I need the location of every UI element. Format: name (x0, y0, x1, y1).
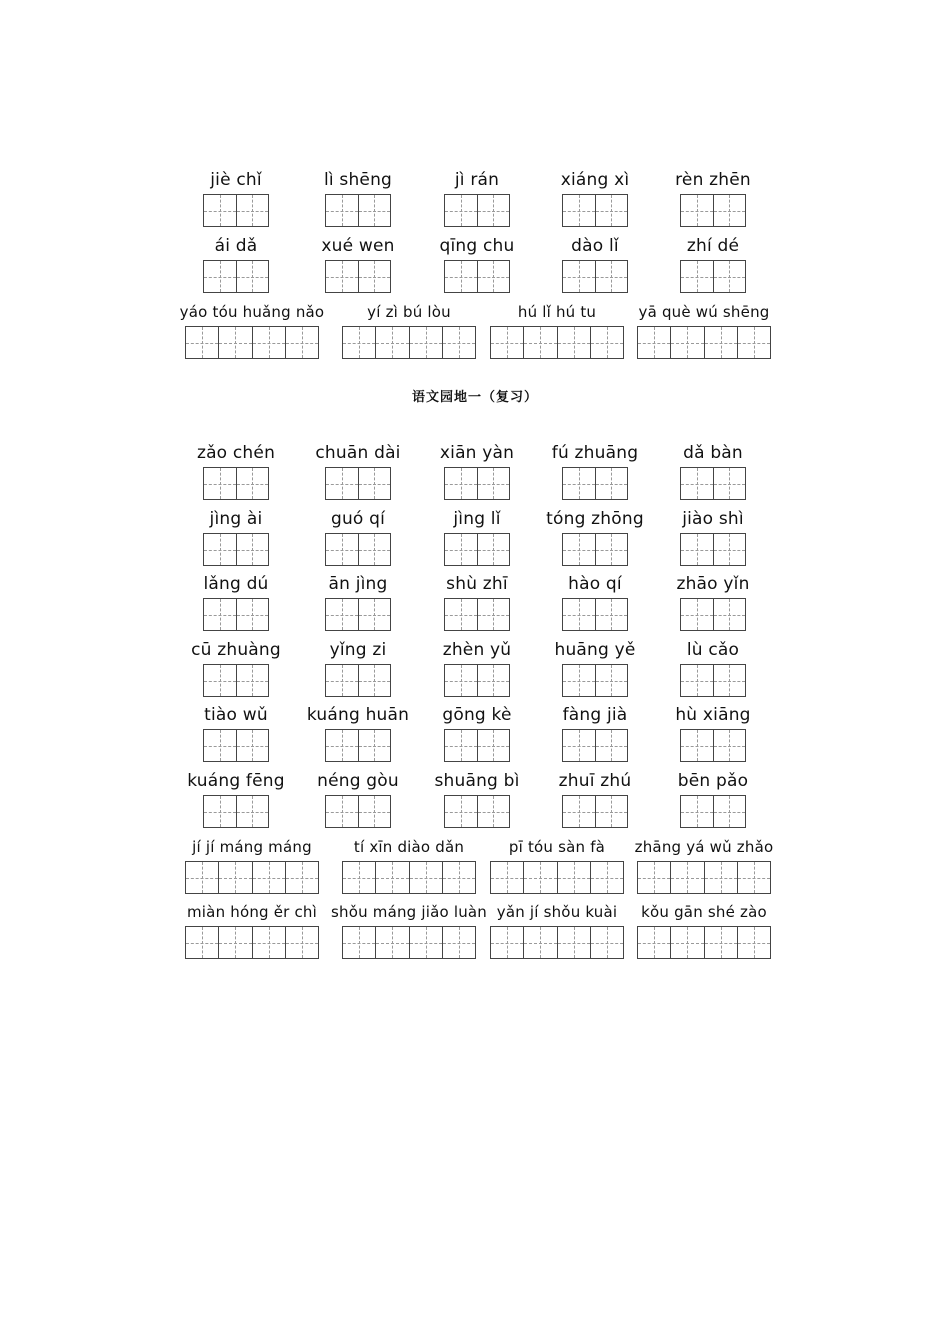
pinyin-label: yǎn jí shǒu kuài (496, 903, 618, 921)
writing-grid-2 (562, 664, 628, 697)
writing-grid-2 (325, 729, 391, 762)
writing-grid-4 (342, 861, 476, 894)
writing-cell (638, 862, 670, 893)
writing-cell (358, 468, 391, 499)
pinyin-label: dǎ bàn (683, 443, 743, 463)
writing-cell (204, 261, 236, 292)
writing-cell (445, 534, 477, 565)
pinyin-label: jiè chǐ (210, 170, 262, 190)
writing-grid-4 (490, 326, 624, 359)
writing-grid-2 (680, 194, 746, 227)
writing-grid-2 (444, 664, 510, 697)
writing-cell (236, 195, 269, 226)
writing-cell (326, 468, 358, 499)
writing-cell (681, 730, 713, 761)
pinyin-label: xué wen (321, 236, 395, 256)
writing-grid-2 (444, 194, 510, 227)
writing-cell (681, 534, 713, 565)
writing-cell (326, 730, 358, 761)
writing-cell (204, 599, 236, 630)
writing-cell (737, 862, 770, 893)
writing-cell (477, 261, 510, 292)
writing-cell (491, 327, 523, 358)
pinyin-label: pī tóu sàn fà (508, 838, 606, 856)
writing-cell (326, 796, 358, 827)
pinyin-label: zhuī zhú (558, 771, 632, 791)
writing-grid-2 (325, 194, 391, 227)
pinyin-label: lǎng dú (203, 574, 269, 594)
pinyin-label: jí jí máng máng (192, 838, 312, 856)
writing-cell (358, 599, 391, 630)
writing-cell (713, 534, 746, 565)
writing-cell (252, 862, 285, 893)
writing-cell (491, 927, 523, 958)
writing-cell (557, 327, 590, 358)
pinyin-label: jìng lǐ (453, 509, 501, 529)
writing-cell (236, 534, 269, 565)
writing-grid-2 (562, 795, 628, 828)
writing-grid-4 (637, 926, 771, 959)
writing-grid-2 (444, 795, 510, 828)
pinyin-label: kuáng fēng (187, 771, 285, 791)
pinyin-label: dào lǐ (571, 236, 619, 256)
writing-cell (523, 327, 556, 358)
pinyin-label: yí zì bú lòu (367, 303, 451, 321)
pinyin-label: yǐng zi (329, 640, 387, 660)
writing-cell (204, 468, 236, 499)
writing-cell (236, 730, 269, 761)
pinyin-label: yā què wú shēng (638, 303, 770, 321)
pinyin-label: ān jìng (328, 574, 388, 594)
writing-cell (563, 796, 595, 827)
pinyin-label: zǎo chén (196, 443, 276, 463)
pinyin-label: jiào shì (682, 509, 744, 529)
writing-grid-2 (203, 533, 269, 566)
writing-cell (445, 796, 477, 827)
pinyin-label: ái dǎ (214, 236, 258, 256)
pinyin-label: tóng zhōng (546, 509, 644, 529)
writing-cell (523, 862, 556, 893)
pinyin-label: kuáng huān (306, 705, 410, 725)
writing-cell (343, 862, 375, 893)
writing-cell (358, 534, 391, 565)
writing-cell (358, 796, 391, 827)
writing-grid-2 (325, 467, 391, 500)
writing-cell (477, 195, 510, 226)
writing-cell (595, 468, 628, 499)
pinyin-label: fú zhuāng (551, 443, 639, 463)
writing-cell (204, 195, 236, 226)
writing-cell (681, 261, 713, 292)
pinyin-label: xiān yàn (439, 443, 515, 463)
writing-grid-2 (325, 795, 391, 828)
writing-cell (445, 599, 477, 630)
writing-cell (218, 862, 251, 893)
writing-cell (285, 927, 318, 958)
writing-grid-2 (562, 598, 628, 631)
writing-cell (563, 665, 595, 696)
writing-cell (375, 862, 408, 893)
writing-cell (477, 796, 510, 827)
writing-cell (445, 261, 477, 292)
pinyin-label: cū zhuàng (191, 640, 281, 660)
writing-cell (236, 796, 269, 827)
writing-cell (375, 327, 408, 358)
writing-grid-2 (680, 795, 746, 828)
pinyin-label: jì rán (454, 170, 500, 190)
writing-cell (713, 261, 746, 292)
pinyin-label: qīng chu (439, 236, 515, 256)
writing-cell (737, 327, 770, 358)
writing-cell (285, 862, 318, 893)
writing-cell (557, 862, 590, 893)
writing-cell (681, 599, 713, 630)
writing-cell (563, 730, 595, 761)
writing-cell (186, 927, 218, 958)
writing-cell (252, 927, 285, 958)
pinyin-label: néng gòu (317, 771, 399, 791)
writing-grid-2 (562, 260, 628, 293)
pinyin-label: fàng jià (562, 705, 628, 725)
writing-grid-4 (185, 326, 319, 359)
writing-cell (595, 261, 628, 292)
writing-grid-2 (203, 729, 269, 762)
writing-cell (409, 327, 442, 358)
writing-grid-2 (562, 467, 628, 500)
pinyin-label: shǒu máng jiǎo luàn (330, 903, 488, 921)
writing-grid-2 (203, 795, 269, 828)
writing-cell (590, 927, 623, 958)
writing-cell (236, 665, 269, 696)
writing-cell (590, 862, 623, 893)
writing-cell (409, 927, 442, 958)
writing-cell (445, 195, 477, 226)
writing-cell (445, 730, 477, 761)
writing-cell (595, 665, 628, 696)
writing-cell (326, 261, 358, 292)
writing-grid-2 (562, 729, 628, 762)
writing-cell (326, 599, 358, 630)
pinyin-label: shuāng bì (434, 771, 520, 791)
writing-grid-2 (562, 194, 628, 227)
writing-cell (204, 665, 236, 696)
pinyin-label: gōng kè (442, 705, 512, 725)
writing-cell (704, 927, 737, 958)
writing-grid-2 (680, 260, 746, 293)
writing-cell (737, 927, 770, 958)
writing-grid-2 (680, 598, 746, 631)
writing-grid-2 (680, 467, 746, 500)
writing-cell (590, 327, 623, 358)
writing-grid-4 (637, 861, 771, 894)
writing-cell (236, 599, 269, 630)
writing-cell (563, 261, 595, 292)
writing-cell (595, 195, 628, 226)
writing-cell (595, 730, 628, 761)
section-title: 语文园地一（复习） (411, 390, 538, 405)
writing-cell (670, 927, 703, 958)
pinyin-label: tí xīn diào dǎn (353, 838, 465, 856)
writing-cell (670, 862, 703, 893)
writing-cell (477, 665, 510, 696)
writing-cell (186, 862, 218, 893)
writing-cell (236, 468, 269, 499)
writing-cell (252, 327, 285, 358)
writing-cell (595, 599, 628, 630)
pinyin-label: zhí dé (686, 236, 740, 256)
writing-cell (595, 796, 628, 827)
pinyin-label: miàn hóng ěr chì (186, 903, 318, 921)
writing-grid-2 (444, 729, 510, 762)
pinyin-label: zhāo yǐn (676, 574, 750, 594)
writing-grid-2 (680, 729, 746, 762)
writing-cell (218, 327, 251, 358)
writing-grid-2 (444, 533, 510, 566)
writing-grid-2 (325, 533, 391, 566)
writing-cell (713, 665, 746, 696)
writing-cell (681, 195, 713, 226)
pinyin-label: rèn zhēn (675, 170, 751, 190)
writing-cell (713, 468, 746, 499)
writing-cell (326, 534, 358, 565)
writing-cell (204, 534, 236, 565)
pinyin-label: zhāng yá wǔ zhǎo (634, 838, 774, 856)
writing-cell (358, 195, 391, 226)
pinyin-label: hù xiāng (675, 705, 751, 725)
writing-cell (358, 730, 391, 761)
writing-grid-2 (444, 467, 510, 500)
writing-cell (491, 862, 523, 893)
writing-grid-4 (185, 861, 319, 894)
writing-cell (638, 327, 670, 358)
pinyin-label: hào qí (568, 574, 622, 594)
writing-cell (442, 327, 475, 358)
writing-cell (326, 665, 358, 696)
writing-grid-2 (325, 598, 391, 631)
writing-cell (442, 862, 475, 893)
writing-cell (713, 730, 746, 761)
writing-cell (445, 665, 477, 696)
writing-cell (563, 195, 595, 226)
writing-grid-2 (680, 533, 746, 566)
writing-grid-2 (444, 598, 510, 631)
pinyin-label: lù cǎo (686, 640, 740, 660)
writing-grid-4 (490, 861, 624, 894)
writing-cell (563, 599, 595, 630)
writing-cell (704, 862, 737, 893)
pinyin-label: guó qí (330, 509, 386, 529)
writing-cell (713, 599, 746, 630)
writing-grid-4 (490, 926, 624, 959)
pinyin-label: bēn pǎo (677, 771, 749, 791)
writing-grid-2 (680, 664, 746, 697)
pinyin-label: kǒu gān shé zào (641, 903, 767, 921)
pinyin-label: xiáng xì (560, 170, 630, 190)
writing-cell (713, 195, 746, 226)
writing-grid-4 (637, 326, 771, 359)
writing-grid-2 (444, 260, 510, 293)
writing-grid-4 (185, 926, 319, 959)
pinyin-label: zhèn yǔ (442, 640, 512, 660)
writing-cell (670, 327, 703, 358)
writing-grid-2 (325, 664, 391, 697)
writing-cell (704, 327, 737, 358)
pinyin-label: lì shēng (323, 170, 393, 190)
writing-cell (375, 927, 408, 958)
writing-cell (358, 261, 391, 292)
writing-cell (563, 468, 595, 499)
writing-cell (409, 862, 442, 893)
writing-cell (477, 468, 510, 499)
writing-grid-2 (562, 533, 628, 566)
writing-cell (236, 261, 269, 292)
writing-cell (681, 468, 713, 499)
writing-cell (477, 730, 510, 761)
writing-cell (523, 927, 556, 958)
pinyin-label: chuān dài (315, 443, 401, 463)
writing-cell (285, 327, 318, 358)
writing-cell (563, 534, 595, 565)
writing-cell (204, 730, 236, 761)
pinyin-label: hú lǐ hú tu (517, 303, 597, 321)
pinyin-label: tiào wǔ (204, 705, 268, 725)
pinyin-label: shù zhī (446, 574, 508, 594)
writing-cell (638, 927, 670, 958)
writing-cell (477, 534, 510, 565)
writing-grid-4 (342, 326, 476, 359)
writing-cell (477, 599, 510, 630)
writing-cell (595, 534, 628, 565)
writing-grid-2 (203, 194, 269, 227)
writing-cell (218, 927, 251, 958)
writing-grid-2 (203, 260, 269, 293)
writing-cell (442, 927, 475, 958)
pinyin-label: yáo tóu huǎng nǎo (179, 303, 325, 321)
writing-cell (326, 195, 358, 226)
writing-cell (681, 665, 713, 696)
writing-cell (204, 796, 236, 827)
writing-cell (358, 665, 391, 696)
writing-cell (445, 468, 477, 499)
writing-cell (681, 796, 713, 827)
writing-grid-4 (342, 926, 476, 959)
pinyin-label: huāng yě (554, 640, 636, 660)
writing-grid-2 (203, 467, 269, 500)
writing-grid-2 (325, 260, 391, 293)
writing-cell (557, 927, 590, 958)
writing-cell (713, 796, 746, 827)
writing-cell (186, 327, 218, 358)
writing-grid-2 (203, 598, 269, 631)
writing-cell (343, 927, 375, 958)
pinyin-label: jìng ài (209, 509, 263, 529)
writing-grid-2 (203, 664, 269, 697)
writing-cell (343, 327, 375, 358)
